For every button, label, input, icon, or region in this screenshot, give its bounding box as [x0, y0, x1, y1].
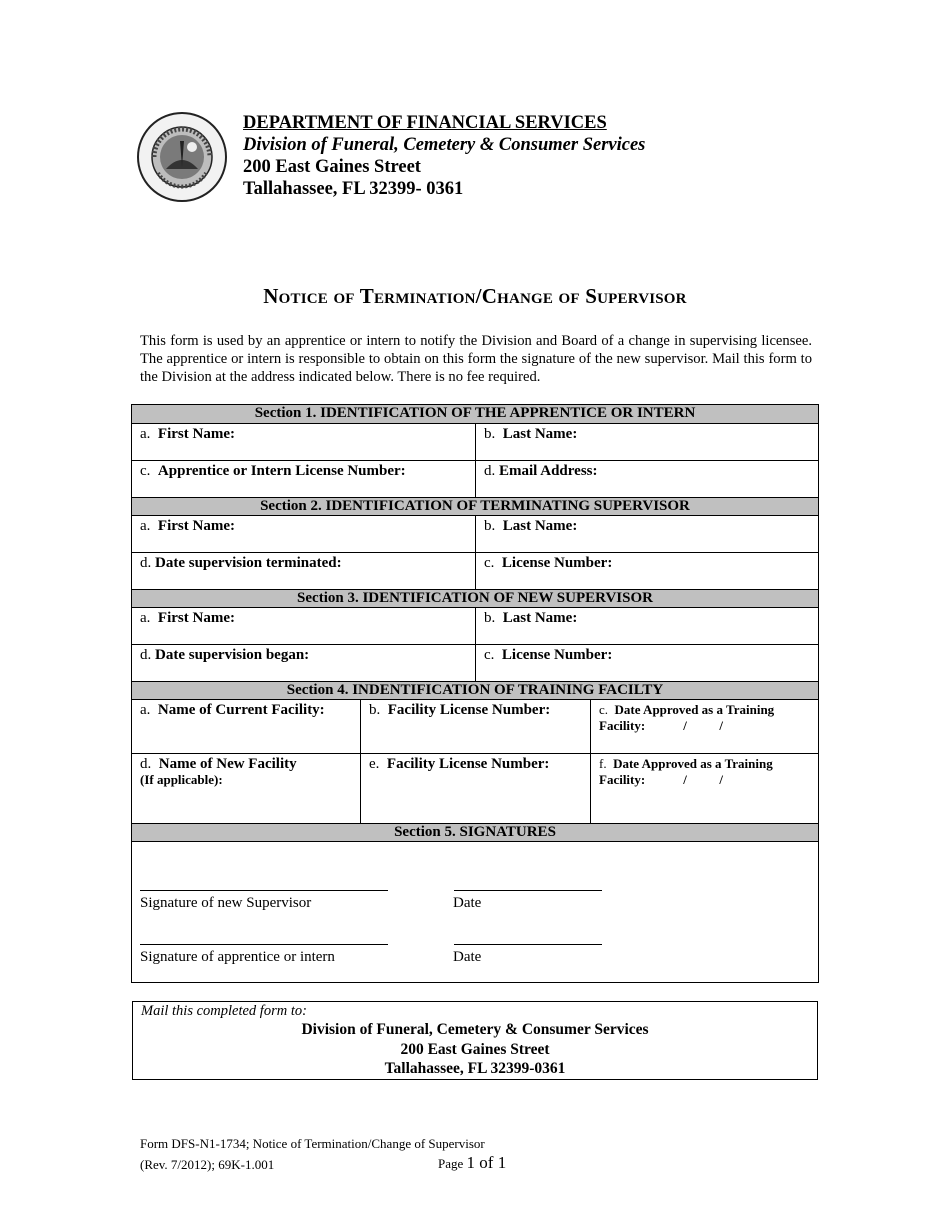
- s4-current-facility-field[interactable]: a. Name of Current Facility:: [132, 700, 361, 753]
- s3-date-began-field[interactable]: d. Date supervision began:: [132, 645, 476, 681]
- mail-division: Division of Funeral, Cemetery & Consumer Services: [301, 1021, 649, 1038]
- header-city: Tallahassee, FL 32399- 0361: [243, 179, 464, 199]
- s2-first-name-field[interactable]: a. First Name:: [132, 516, 476, 552]
- s2-license-number-field[interactable]: c. License Number:: [484, 555, 613, 571]
- sig2-line[interactable]: [140, 944, 388, 945]
- s1-license-number-field[interactable]: c. Apprentice or Intern License Number:: [132, 461, 476, 497]
- signatures-area: [132, 842, 818, 982]
- sig1-label: Signature of new Supervisor: [140, 895, 312, 911]
- form-title: Notice of Termination/Change of Supervisor: [263, 284, 687, 308]
- s1-email-field[interactable]: d. Email Address:: [484, 463, 598, 479]
- sig1-line[interactable]: [140, 890, 388, 891]
- sig1-date-label: Date: [453, 895, 482, 911]
- section5-heading: Section 5. SIGNATURES: [132, 823, 818, 842]
- s3-first-name-field[interactable]: a. First Name:: [132, 608, 476, 644]
- florida-seal-logo: [136, 111, 228, 203]
- footer-page-number: Page 1 of 1: [438, 1153, 507, 1172]
- date-slashes-c: / /: [683, 718, 723, 733]
- mail-city: Tallahassee, FL 32399-0361: [384, 1060, 566, 1077]
- s4-current-facility-date-field[interactable]: c. Date Approved as a Training Facility: / /: [599, 702, 775, 733]
- s3-last-name-field[interactable]: b. Last Name:: [484, 610, 578, 626]
- footer-form-id: Form DFS-N1-1734; Notice of Termination/Change of Supervisor: [140, 1136, 485, 1151]
- sig2-date-line[interactable]: [454, 944, 602, 945]
- section4-heading: Section 4. INDENTIFICATION OF TRAINING FACILTY: [132, 681, 818, 700]
- section1-heading: Section 1. IDENTIFICATION OF THE APPRENTICE OR INTERN: [132, 405, 818, 424]
- s1-first-name-field[interactable]: a. First Name:: [132, 424, 476, 460]
- sig2-date-label: Date: [453, 949, 482, 965]
- intro-paragraph: This form is used by an apprentice or intern to notify the Division and Board of a change in supervising licensee. The apprentice or intern is responsible to obtain on this form the signature of the new supervisor. Mail this form to the Division at the address indicated below. There is no fee required.: [140, 333, 812, 385]
- date-slashes-f: / /: [683, 772, 723, 787]
- section2-heading: Section 2. IDENTIFICATION OF TERMINATING SUPERVISOR: [132, 497, 818, 516]
- s1-last-name-field[interactable]: b. Last Name:: [484, 426, 578, 442]
- sig1-date-line[interactable]: [454, 890, 602, 891]
- s4-new-facility-license-field[interactable]: e. Facility License Number:: [361, 754, 591, 823]
- s2-last-name-field[interactable]: b. Last Name:: [484, 518, 578, 534]
- s4-new-facility-date-field[interactable]: f. Date Approved as a Training Facility: / /: [599, 756, 773, 787]
- sig2-label: Signature of apprentice or intern: [140, 949, 335, 965]
- division-name: Division of Funeral, Cemetery & Consumer Services: [243, 135, 646, 155]
- mail-intro: Mail this completed form to:: [141, 1003, 307, 1019]
- s2-date-terminated-field[interactable]: d. Date supervision terminated:: [132, 553, 476, 589]
- section3-heading: Section 3. IDENTIFICATION OF NEW SUPERVISOR: [132, 589, 818, 608]
- s4-new-facility-field[interactable]: d. Name of New Facility (If applicable):: [132, 754, 361, 823]
- form-table: [131, 404, 819, 983]
- department-name: DEPARTMENT OF FINANCIAL SERVICES: [243, 113, 607, 133]
- header-street: 200 East Gaines Street: [243, 157, 421, 177]
- footer-revision: (Rev. 7/2012); 69K-1.001: [140, 1157, 275, 1172]
- mail-street: 200 East Gaines Street: [400, 1040, 550, 1058]
- mail-address-box: [132, 1001, 818, 1080]
- s3-license-number-field[interactable]: c. License Number:: [484, 647, 613, 663]
- s4-current-facility-license-field[interactable]: b. Facility License Number:: [361, 700, 591, 753]
